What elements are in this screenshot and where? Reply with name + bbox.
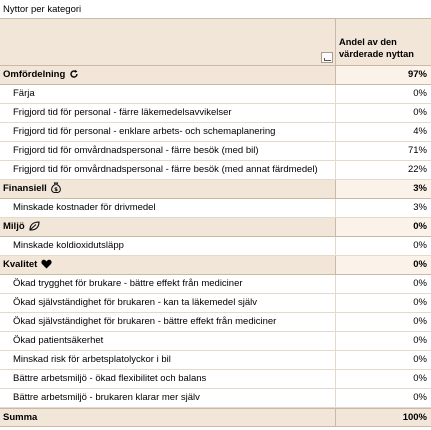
table-row[interactable] (0, 104, 431, 123)
category-row-milj-label-cell[interactable] (0, 218, 336, 236)
table-row-label-cell[interactable] (0, 294, 336, 312)
value-column-header[interactable]: Andel av den värderade nyttan (339, 37, 414, 59)
table-row[interactable] (0, 199, 431, 218)
table-row[interactable] (0, 313, 431, 332)
svg-text:$: $ (53, 186, 58, 193)
table-row-value[interactable]: 0% (413, 392, 427, 403)
recycle-arrow-icon (69, 68, 79, 84)
row-label-header (0, 19, 336, 65)
table-row[interactable] (0, 85, 431, 104)
category-row-omfrdelning-label: Omfördelning (3, 69, 66, 80)
table-row-label-cell[interactable] (0, 161, 336, 179)
table-row-label-cell[interactable] (0, 389, 336, 407)
table-row-label-cell[interactable] (0, 237, 336, 255)
table-row-value[interactable]: 71% (407, 145, 427, 156)
table-row-value[interactable]: 0% (413, 240, 427, 251)
category-row-kvalitet-value[interactable]: 0% (336, 256, 431, 274)
table-row-value[interactable]: 0% (413, 354, 427, 365)
table-row-label: Ökad patientsäkerhet (13, 335, 104, 346)
table-row-label-cell[interactable] (0, 123, 336, 141)
table-row[interactable] (0, 351, 431, 370)
table-row-value[interactable]: 0% (413, 107, 427, 118)
table-row[interactable] (0, 294, 431, 313)
table-row-label: Ökad trygghet för brukare - bättre effekt från mediciner (13, 278, 243, 289)
category-row-finansiell-value[interactable]: 3% (336, 180, 431, 198)
table-row-label: Minskade koldioxidutsläpp (13, 240, 124, 251)
table-row-label-cell[interactable] (0, 332, 336, 350)
table-row-value[interactable]: 0% (413, 278, 427, 289)
table-row-value[interactable]: 0% (413, 316, 427, 327)
table-row-label: Bättre arbetsmiljö - ökad flexibilitet och balans (13, 373, 207, 384)
table-row[interactable] (0, 332, 431, 351)
table-row-value[interactable]: 0% (413, 88, 427, 99)
table-row-label: Minskad risk för arbetsplatolyckor i bil (13, 354, 171, 365)
table-row[interactable] (0, 275, 431, 294)
category-row-finansiell-label: Finansiell (3, 183, 47, 194)
heart-icon (41, 258, 52, 274)
table-row-value[interactable]: 22% (407, 164, 427, 175)
leaf-icon (29, 220, 40, 236)
total-row-value[interactable]: 100% (402, 412, 427, 423)
table-row-label: Frigjord tid för personal - enklare arbets- och schemaplanering (13, 126, 276, 137)
table-row-label-cell[interactable] (0, 199, 336, 217)
category-row-milj[interactable] (0, 218, 431, 237)
category-row-omfrdelning-label-cell[interactable] (0, 66, 336, 84)
total-row-label-cell[interactable] (0, 409, 336, 426)
total-row-label: Summa (3, 412, 38, 423)
category-row-kvalitet[interactable] (0, 256, 431, 275)
table-row-value[interactable]: 4% (413, 126, 427, 137)
table-row-label: Frigjord tid för omvårdnadspersonal - färre besök (med annat färdmedel) (13, 164, 318, 175)
pivot-table (0, 18, 431, 427)
money-bag-icon (51, 182, 61, 198)
table-header (0, 18, 431, 66)
category-row-omfrdelning-value[interactable]: 97% (336, 66, 431, 84)
category-row-omfrdelning[interactable] (0, 66, 431, 85)
table-row-label: Frigjord tid för omvårdnadspersonal - färre besök (med bil) (13, 145, 259, 156)
table-row-label: Ökad självständighet för brukaren - kan ta läkemedel själv (13, 297, 257, 308)
table-row[interactable] (0, 389, 431, 408)
table-row-label: Minskade kostnader för drivmedel (13, 202, 156, 213)
table-row-label: Ökad självständighet för brukaren - bättre effekt från mediciner (13, 316, 277, 327)
table-row-label-cell[interactable] (0, 104, 336, 122)
table-row[interactable] (0, 142, 431, 161)
category-row-milj-value[interactable]: 0% (336, 218, 431, 236)
table-row-label-cell[interactable] (0, 275, 336, 293)
table-row[interactable] (0, 123, 431, 142)
category-row-milj-label: Miljö (3, 221, 25, 232)
sheet-title: Nyttor per kategori (3, 4, 82, 15)
table-row-label-cell[interactable] (0, 85, 336, 103)
table-row-value[interactable]: 0% (413, 297, 427, 308)
table-row[interactable] (0, 161, 431, 180)
table-row-label: Färja (13, 88, 35, 99)
table-row-value[interactable]: 0% (413, 373, 427, 384)
table-row-label-cell[interactable] (0, 313, 336, 331)
table-row-label-cell[interactable] (0, 370, 336, 388)
table-row-value[interactable]: 3% (413, 202, 427, 213)
category-row-finansiell-label-cell[interactable] (0, 180, 336, 198)
table-row-value[interactable]: 0% (413, 335, 427, 346)
table-body (0, 66, 431, 427)
table-row[interactable] (0, 237, 431, 256)
table-row-label-cell[interactable] (0, 142, 336, 160)
table-row[interactable] (0, 370, 431, 389)
filter-dropdown-icon[interactable] (321, 52, 333, 63)
category-row-kvalitet-label-cell[interactable] (0, 256, 336, 274)
table-row-label-cell[interactable] (0, 351, 336, 369)
category-row-kvalitet-label: Kvalitet (3, 259, 38, 270)
category-row-finansiell[interactable] (0, 180, 431, 199)
total-row[interactable] (0, 408, 431, 427)
table-row-label: Frigjord tid för personal - färre läkemedelsavvikelser (13, 107, 232, 118)
table-row-label: Bättre arbetsmiljö - brukaren klarar mer själv (13, 392, 200, 403)
